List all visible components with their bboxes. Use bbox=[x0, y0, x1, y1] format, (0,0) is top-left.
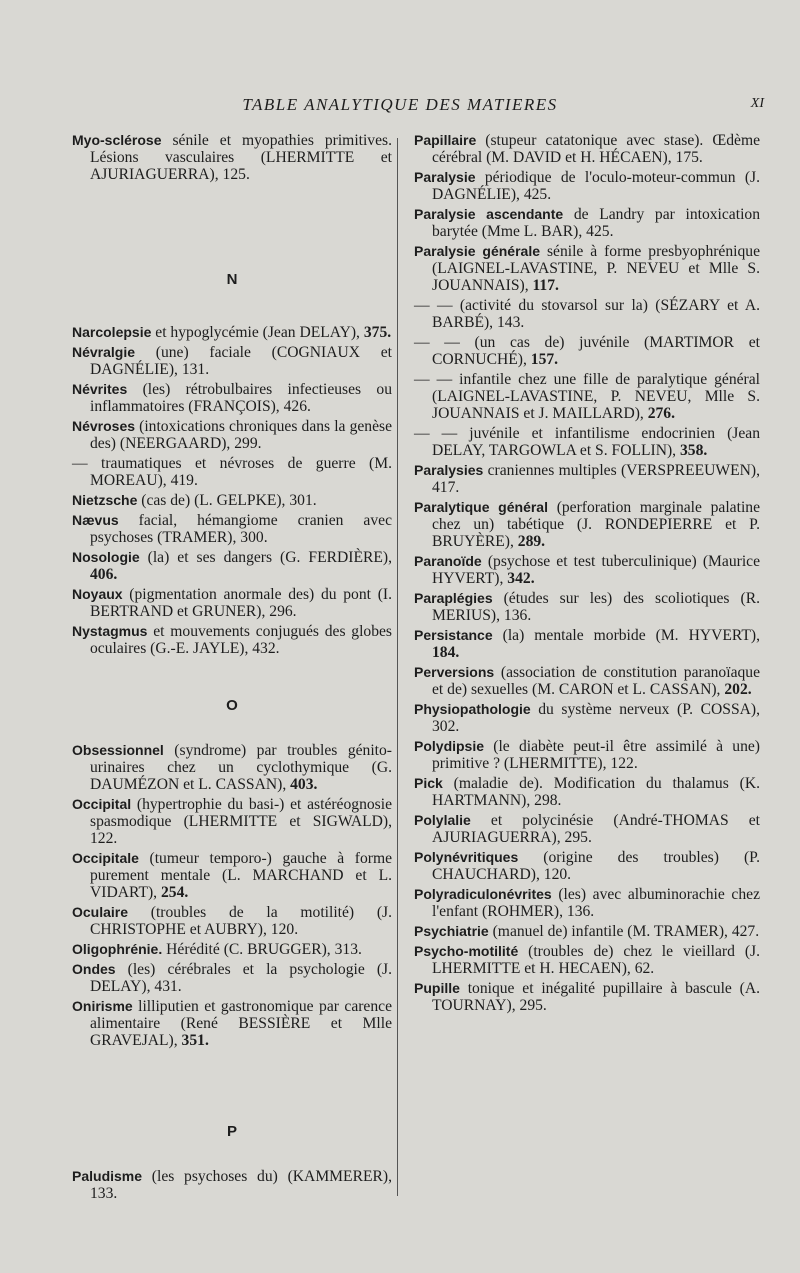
index-entry bbox=[414, 206, 760, 240]
entry-text: (le diabète peut-il être assimilé à une) primitive ? (LHERMITTE), bbox=[432, 738, 760, 772]
section-letter: P bbox=[226, 1123, 237, 1140]
page-number: XI bbox=[750, 96, 764, 111]
entry-text: (cas de) (L. GELPKE), bbox=[137, 492, 290, 509]
entry-page-ref: 296. bbox=[269, 603, 297, 620]
entry-text: tonique et inégalité pupillaire à bascule (A. TOURNAY), bbox=[432, 980, 760, 1014]
entry-page-ref: 136. bbox=[503, 607, 532, 624]
entry-headword: Myo-sclérose bbox=[72, 132, 162, 148]
entry-text: et mouvements conjugués des globes oculaires (G.-E. JAYLE), bbox=[90, 623, 392, 657]
entry-page-ref: 295. bbox=[564, 829, 592, 846]
entry-page-ref: 375. bbox=[363, 324, 392, 341]
entry-page-ref: 202. bbox=[724, 681, 752, 698]
entry-page-ref: 403. bbox=[290, 776, 318, 793]
entry-headword: Oculaire bbox=[72, 904, 129, 920]
entry-page-ref: 289. bbox=[517, 533, 546, 550]
entry-text: facial, hémangiome cranien avec psychoses (TRAMER), bbox=[90, 512, 392, 546]
entry-text: du système nerveux (P. COSSA), bbox=[530, 701, 760, 718]
index-entry bbox=[72, 941, 392, 958]
entry-page-ref: 120. bbox=[543, 866, 572, 883]
entry-text: (la) mentale morbide (M. HYVERT), bbox=[492, 627, 760, 644]
index-entry bbox=[414, 886, 760, 920]
column-divider bbox=[397, 138, 398, 1196]
entry-text: (troubles de) chez le vieillard (J. LHERMITTE et H. HECAEN), bbox=[432, 943, 760, 977]
entry-headword: Nietzsche bbox=[72, 492, 138, 508]
index-entry bbox=[72, 455, 392, 489]
entry-headword: Psycho-motilité bbox=[414, 943, 519, 959]
index-entry bbox=[414, 980, 760, 1014]
entry-page-ref: 122. bbox=[610, 755, 638, 772]
page-title: TABLE ANALYTIQUE DES MATIERES bbox=[242, 95, 558, 114]
index-entry bbox=[414, 297, 760, 331]
entry-text: — — juvénile et infantilisme endocrinien (Jean DELAY, TARGOWLA et S. FOLLIN), bbox=[414, 425, 760, 459]
entry-page-ref: 184. bbox=[432, 644, 460, 661]
entry-text: lilliputien et gastronomique par carence alimentaire (René BESSIÈRE et Mlle GRAVEJAL), bbox=[90, 998, 392, 1049]
entry-headword: Occipital bbox=[72, 796, 132, 812]
entry-page-ref: 302. bbox=[432, 718, 460, 735]
entry-text: (la) et ses dangers (G. FERDIÈRE), bbox=[139, 549, 392, 566]
entry-page-ref: 426. bbox=[283, 398, 311, 415]
entry-headword: Papillaire bbox=[414, 132, 477, 148]
entry-page-ref: 313. bbox=[334, 941, 362, 958]
page-header bbox=[0, 95, 800, 119]
entry-page-ref: 419. bbox=[170, 472, 198, 489]
entry-text: (pigmentation anormale des) du pont (I. BERTRAND et GRUNER), bbox=[90, 586, 392, 620]
entry-page-ref: 120. bbox=[270, 921, 299, 938]
entry-headword: Pupille bbox=[414, 980, 460, 996]
entry-text: sénile à forme presbyophrénique (LAIGNEL-LAVASTINE, P. NEVEU et Mlle S. JOUANNAIS), bbox=[432, 243, 760, 294]
entry-text: (syndrome) par troubles génito-urinaires chez un cyclothymique (G. DAUMÉZON et L. CASSAN), bbox=[90, 742, 392, 793]
entry-headword: Paralysie ascendante bbox=[414, 206, 564, 222]
entry-headword: Narcolepsie bbox=[72, 324, 152, 340]
entry-page-ref: 131. bbox=[181, 361, 210, 378]
index-entry bbox=[414, 462, 760, 496]
entry-text: (psychose et test tuberculinique) (Maurice HYVERT), bbox=[432, 553, 760, 587]
entry-text: (les) rétrobulbaires infectieuses ou inflammatoires (FRANÇOIS), bbox=[90, 381, 392, 415]
index-entry bbox=[72, 549, 392, 583]
entry-page-ref: 276. bbox=[647, 405, 675, 422]
entry-page-ref: 299. bbox=[234, 435, 262, 452]
entry-text: (perforation marginale palatine chez un) tabétique (J. RONDEPIERRE et P. BRUYÈRE), bbox=[432, 499, 760, 550]
entry-page-ref: 254. bbox=[160, 884, 189, 901]
entry-page-ref: 417. bbox=[432, 479, 460, 496]
index-entry bbox=[414, 738, 760, 772]
entry-page-ref: 117. bbox=[532, 277, 559, 294]
entry-headword: Pick bbox=[414, 775, 443, 791]
entry-page-ref: 136. bbox=[566, 903, 595, 920]
index-entry bbox=[72, 324, 392, 341]
entry-page-ref: 298. bbox=[534, 792, 562, 809]
index-entry bbox=[72, 1168, 392, 1202]
index-entry bbox=[414, 553, 760, 587]
entry-headword: Occipitale bbox=[72, 850, 139, 866]
section-letter: O bbox=[226, 697, 238, 714]
entry-text: (les) cérébrales et la psychologie (J. DELAY), bbox=[90, 961, 392, 995]
entry-headword: Névrites bbox=[72, 381, 128, 397]
entry-headword: Paludisme bbox=[72, 1168, 143, 1184]
index-entry bbox=[72, 904, 392, 938]
entry-headword: Nosologie bbox=[72, 549, 140, 565]
entry-page-ref: 133. bbox=[90, 1185, 118, 1202]
entry-page-ref: 125. bbox=[222, 166, 250, 183]
entry-headword: Paralysie bbox=[414, 169, 476, 185]
entry-headword: Névroses bbox=[72, 418, 136, 434]
index-entry bbox=[414, 627, 760, 661]
index-entry bbox=[72, 344, 392, 378]
index-entry bbox=[414, 664, 760, 698]
entry-page-ref: 295. bbox=[519, 997, 547, 1014]
entry-text: (troubles de la motilité) (J. CHRISTOPHE et AUBRY), bbox=[90, 904, 392, 938]
entry-headword: Psychiatrie bbox=[414, 923, 489, 939]
entry-headword: Paralysies bbox=[414, 462, 484, 478]
index-entry bbox=[414, 849, 760, 883]
index-entry bbox=[72, 796, 392, 847]
entry-page-ref: 351. bbox=[181, 1032, 209, 1049]
entry-text: — traumatiques et névroses de guerre (M. MOREAU), bbox=[72, 455, 392, 489]
entry-text: — — infantile chez une fille de paralytique général (LAIGNEL-LAVASTINE, P. NEVEU, Mlle S. JOUANNAIS et J. MAILLARD), bbox=[414, 371, 760, 422]
entry-headword: Onirisme bbox=[72, 998, 133, 1014]
entry-headword: Polylalie bbox=[414, 812, 471, 828]
index-entry bbox=[72, 418, 392, 452]
index-entry bbox=[72, 492, 392, 509]
right-column bbox=[414, 132, 760, 1017]
index-entry bbox=[414, 425, 760, 459]
index-entry bbox=[72, 586, 392, 620]
entry-headword: Polynévritiques bbox=[414, 849, 519, 865]
entry-page-ref: 431. bbox=[154, 978, 182, 995]
entry-headword: Paranoïde bbox=[414, 553, 482, 569]
entry-headword: Paralytique général bbox=[414, 499, 548, 515]
index-entry bbox=[72, 742, 392, 793]
entry-page-ref: 425. bbox=[523, 186, 552, 203]
entry-headword: Paralysie générale bbox=[414, 243, 541, 259]
entry-headword: Oligophrénie. bbox=[72, 941, 163, 957]
index-entry bbox=[414, 243, 760, 294]
entry-text: (association de constitution paranoïaque et de) sexuelles (M. CARON et L. CASSAN), bbox=[432, 664, 760, 698]
entry-page-ref: 300. bbox=[240, 529, 268, 546]
entry-text: sénile et myopathies primitives. Lésions vasculaires (LHERMITTE et AJURIAGUERRA), bbox=[90, 132, 392, 183]
index-entry bbox=[414, 169, 760, 203]
entry-headword: Physiopathologie bbox=[414, 701, 531, 717]
entry-page-ref: 342. bbox=[507, 570, 535, 587]
entry-text: et polycinésie (André-THOMAS et AJURIAGUERRA), bbox=[432, 812, 760, 846]
index-entry bbox=[414, 812, 760, 846]
entry-text: (stupeur catatonique avec stase). Œdème cérébral (M. DAVID et H. HÉCAEN), bbox=[432, 132, 760, 166]
entry-headword: Obsessionnel bbox=[72, 742, 164, 758]
entry-page-ref: 175. bbox=[675, 149, 703, 166]
entry-headword: Polyradiculonévrites bbox=[414, 886, 552, 902]
entry-headword: Persistance bbox=[414, 627, 493, 643]
index-entry bbox=[72, 850, 392, 901]
entry-headword: Nystagmus bbox=[72, 623, 148, 639]
entry-text: craniennes multiples (VERSPREEUWEN), bbox=[483, 462, 760, 479]
index-entry bbox=[72, 961, 392, 995]
entry-text: (une) faciale (COGNIAUX et DAGNÉLIE), bbox=[90, 344, 392, 378]
entry-text: de Landry par intoxication barytée (Mme L. BAR), bbox=[432, 206, 760, 240]
entry-text: (manuel de) infantile (M. TRAMER), bbox=[488, 923, 732, 940]
entry-page-ref: 358. bbox=[679, 442, 708, 459]
index-entry bbox=[414, 923, 760, 940]
entry-page-ref: 301. bbox=[289, 492, 317, 509]
entry-headword: Ondes bbox=[72, 961, 116, 977]
entry-text: (tumeur temporo-) gauche à forme purement mentale (L. MARCHAND et L. VIDART), bbox=[90, 850, 392, 901]
entry-page-ref: 432. bbox=[252, 640, 280, 657]
index-entry bbox=[72, 381, 392, 415]
entry-text: (intoxications chroniques dans la genèse des) (NEERGAARD), bbox=[90, 418, 392, 452]
entry-text: et hypoglycémie (Jean DELAY), bbox=[151, 324, 364, 341]
entry-text: périodique de l'oculo-moteur-commun (J. DAGNÉLIE), bbox=[432, 169, 760, 203]
entry-headword: Noyaux bbox=[72, 586, 123, 602]
index-entry bbox=[414, 590, 760, 624]
entry-headword: Perversions bbox=[414, 664, 495, 680]
entry-page-ref: 427. bbox=[731, 923, 760, 940]
entry-page-ref: 122. bbox=[90, 830, 118, 847]
index-entry bbox=[414, 334, 760, 368]
index-entry bbox=[414, 499, 760, 550]
index-entry bbox=[414, 701, 760, 735]
index-entry bbox=[414, 132, 760, 166]
entry-headword: Névralgie bbox=[72, 344, 136, 360]
entry-headword: Paraplégies bbox=[414, 590, 493, 606]
entry-page-ref: 425. bbox=[586, 223, 614, 240]
entry-text: — — (activité du stovarsol sur la) (SÉZARY et A. BARBÉ), bbox=[414, 297, 760, 331]
index-entry bbox=[72, 512, 392, 546]
entry-text: (les) avec albuminorachie chez l'enfant (ROHMER), bbox=[432, 886, 760, 920]
section-letter: N bbox=[226, 271, 238, 288]
entry-page-ref: 157. bbox=[530, 351, 559, 368]
index-entry bbox=[72, 132, 392, 183]
entry-text: (les psychoses du) (KAMMERER), bbox=[142, 1168, 392, 1185]
entry-text: (maladie de). Modification du thalamus (K. HARTMANN), bbox=[432, 775, 760, 809]
index-entry bbox=[72, 998, 392, 1049]
index-entry bbox=[414, 371, 760, 422]
index-entry bbox=[414, 943, 760, 977]
left-column bbox=[72, 132, 392, 1205]
index-entry bbox=[72, 623, 392, 657]
entry-headword: Polydipsie bbox=[414, 738, 485, 754]
index-entry bbox=[414, 775, 760, 809]
entry-text: Hérédité (C. BRUGGER), bbox=[162, 941, 335, 958]
entry-text: (hypertrophie du basi-) et astéréognosie spasmodique (LHERMITTE et SIGWALD), bbox=[90, 796, 392, 830]
entry-text: (origine des troubles) (P. CHAUCHARD), bbox=[432, 849, 760, 883]
entry-page-ref: 406. bbox=[90, 566, 118, 583]
entry-text: — — (un cas de) juvénile (MARTIMOR et CORNUCHÉ), bbox=[414, 334, 760, 368]
entry-text: (études sur les) des scoliotiques (R. MERIUS), bbox=[432, 590, 760, 624]
entry-headword: Nævus bbox=[72, 512, 119, 528]
entry-page-ref: 62. bbox=[634, 960, 655, 977]
entry-page-ref: 143. bbox=[496, 314, 525, 331]
